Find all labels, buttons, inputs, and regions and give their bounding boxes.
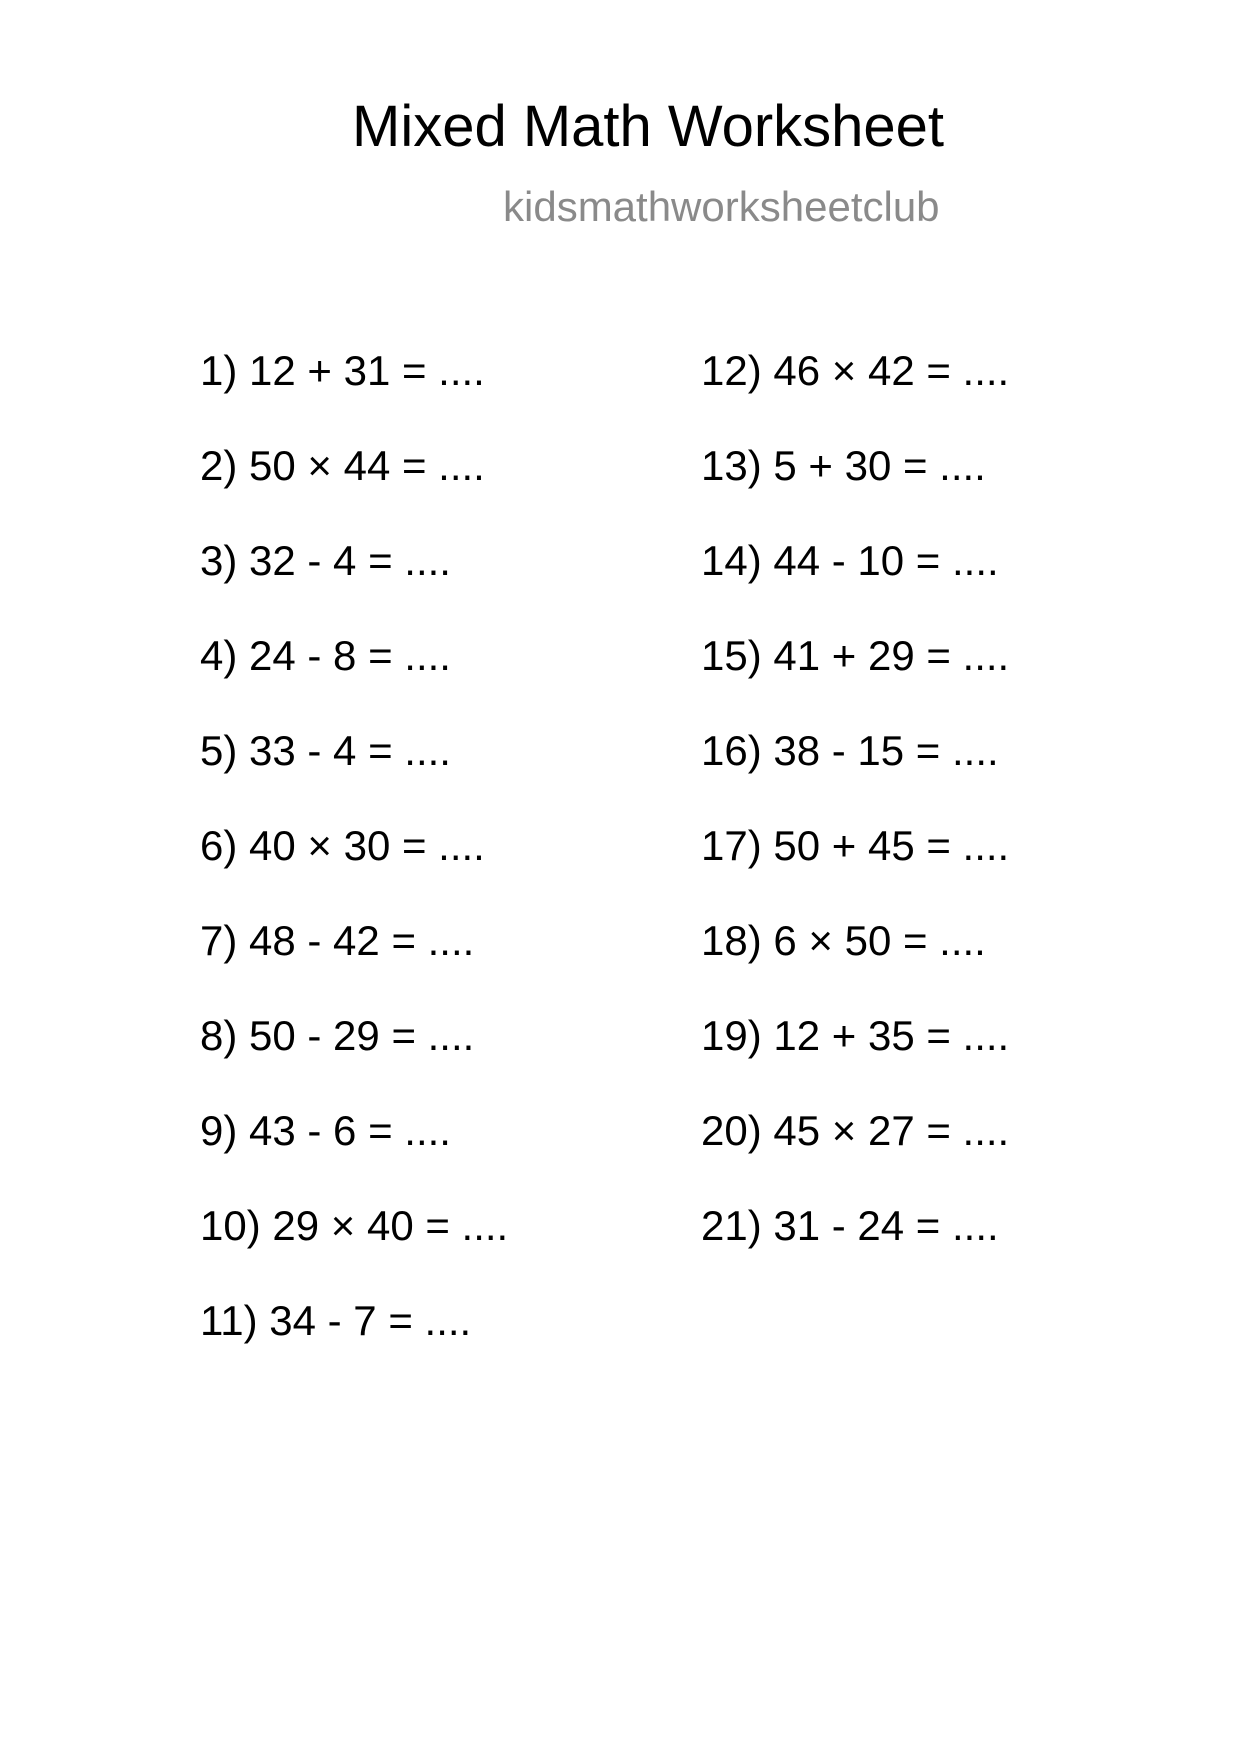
worksheet-title: Mixed Math Worksheet <box>352 94 945 159</box>
problem-item: 14) 44 - 10 = .... <box>701 537 999 584</box>
problem-item: 2) 50 × 44 = .... <box>200 442 485 489</box>
worksheet-source: kidsmathworksheetclub <box>503 183 940 230</box>
problem-item: 7) 48 - 42 = .... <box>200 917 475 964</box>
problem-item: 9) 43 - 6 = .... <box>200 1107 451 1154</box>
problem-item: 10) 29 × 40 = .... <box>200 1202 509 1249</box>
problem-item: 13) 5 + 30 = .... <box>701 442 986 489</box>
problem-item: 19) 12 + 35 = .... <box>701 1012 1010 1059</box>
problem-item: 18) 6 × 50 = .... <box>701 917 986 964</box>
problem-column-right <box>701 347 1010 1300</box>
problem-item: 4) 24 - 8 = .... <box>200 632 451 679</box>
problem-item: 8) 50 - 29 = .... <box>200 1012 475 1059</box>
problem-item: 17) 50 + 45 = .... <box>701 822 1010 869</box>
problem-item: 15) 41 + 29 = .... <box>701 632 1010 679</box>
problem-item: 12) 46 × 42 = .... <box>701 347 1010 394</box>
problem-item: 6) 40 × 30 = .... <box>200 822 485 869</box>
problem-item: 3) 32 - 4 = .... <box>200 537 451 584</box>
problem-item: 5) 33 - 4 = .... <box>200 727 451 774</box>
problem-item: 16) 38 - 15 = .... <box>701 727 999 774</box>
problem-item: 11) 34 - 7 = .... <box>200 1297 472 1344</box>
problem-item: 1) 12 + 31 = .... <box>200 347 485 394</box>
problem-column-left <box>200 347 509 1395</box>
problem-item: 21) 31 - 24 = .... <box>701 1202 999 1249</box>
problem-item: 20) 45 × 27 = .... <box>701 1107 1010 1154</box>
